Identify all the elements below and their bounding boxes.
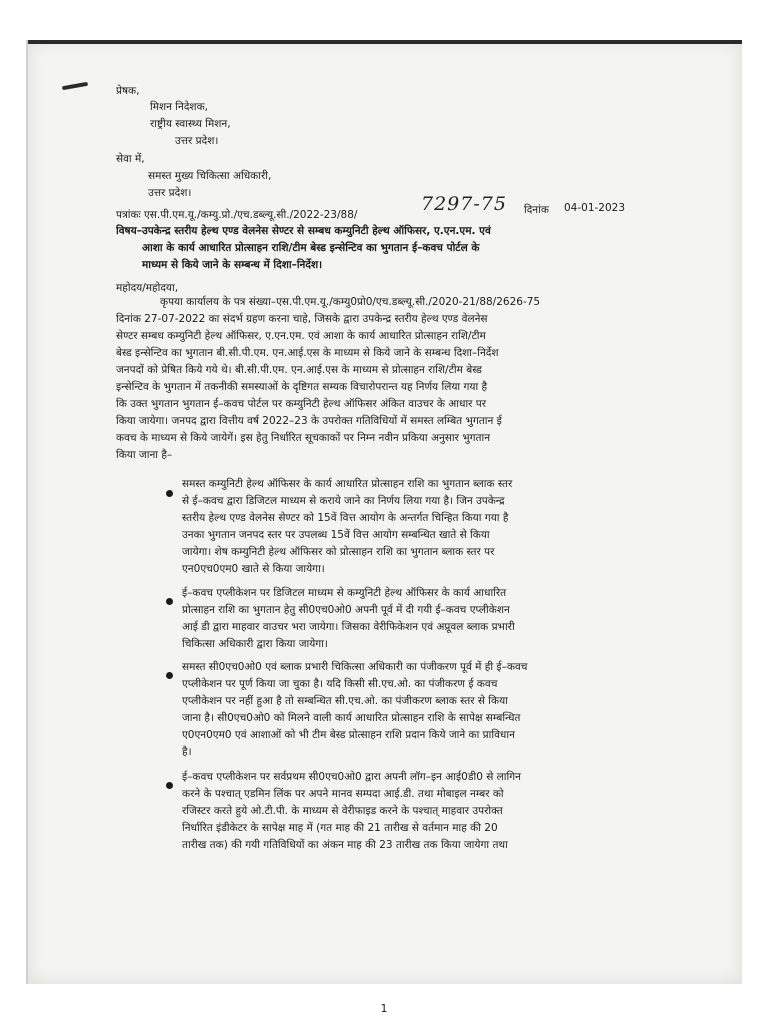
bullet-line: निर्धारित इंडीकेटर के सापेक्ष माह में (गत माह की 21 तारीख से वर्तमान माह की 20	[182, 822, 498, 834]
paragraph-line: बेस्ड इन्सेन्टिव का भुगतान बी.सी.पी.एम. एन.आई.एस के माध्यम से किये जाने के सम्बन्ध दिशा–निर्देश	[116, 347, 499, 359]
sender-line: राष्ट्रीय स्वास्थ्य मिशन,	[150, 118, 231, 130]
sender-line: उत्तर प्रदेश।	[175, 135, 219, 147]
paragraph-line: दिनांक 27-07-2022 का संदर्भ ग्रहण करना चाहे, जिसके द्वारा उपकेन्द्र स्तरीय हेल्थ एण्ड वेलनेस	[116, 313, 488, 325]
bullet-line: है।	[182, 746, 192, 758]
bullet-line: उनका भुगतान जनपद स्तर पर उपलब्ध 15वें वित्त आयोग सम्बन्धित खाते से किया	[182, 529, 490, 541]
paragraph-line: किया जायेगा। जनपद द्वारा वित्तीय वर्ष 2022–23 के उपरोक्त गतिविधियों में समस्त लम्बित भुगतान ई	[116, 415, 502, 427]
bullet-line: ए0एन0एम0 एवं आशाओं को भी टीम बेस्ड प्रोत्साहन राशि प्रदान किये जाने का प्राविधान	[182, 729, 515, 741]
bullet-line: ई–कवच एप्लीकेशन पर डिजिटल माध्यम से कम्युनिटी हेल्थ ऑफिसर के कार्य आधारित	[182, 587, 507, 599]
bullet-icon	[166, 672, 173, 679]
subject-line: आशा के कार्य आधारित प्रोत्साहन राशि/टीम बेस्ड इन्सेन्टिव का भुगतान ई–कवच पोर्टल के	[142, 242, 480, 254]
bullet-line: आई डी द्वारा माहवार वाउचर भरा जायेगा। जिसका वेरीफिकेशन एवं अप्रूवल ब्लाक प्रभारी	[182, 621, 515, 633]
page-number: 1	[380, 1002, 388, 1015]
bullet-line: एप्लीकेशन पर पूर्ण किया जा चुका है। यदि किसी सी.एच.ओ. का पंजीकरण ई कवच	[182, 678, 498, 690]
page-edge	[28, 40, 742, 44]
date-value: 04-01-2023	[564, 202, 626, 214]
bullet-line: ई–कवच एप्लीकेशन पर सर्वप्रथम सी0एच0ओ0 द्वारा अपनी लॉग–इन आई0डी0 से लागिन	[182, 771, 521, 783]
bullet-line: एन0एच0एम0 खाते से किया जायेगा।	[182, 563, 325, 575]
sender-line: मिशन निदेशक,	[150, 101, 208, 113]
paragraph-line: कृपया कार्यालय के पत्र संख्या–एस.पी.एम.यू./कम्यु0प्रो0/एच.डब्ल्यू.सी./2020-21/88/2626-75	[160, 296, 541, 308]
subject-line: माध्यम से किये जाने के सम्बन्ध में दिशा–निर्देश।	[142, 259, 323, 271]
paragraph-line: किया जाना है–	[116, 449, 173, 461]
bullet-line: रजिस्टर करते हुये ओ.टी.पी. के माध्यम से वेरीफाइड करने के पश्चात् माहवार उपरोक्त	[182, 805, 503, 817]
handwritten-dispatch-number: 7297-75	[421, 193, 507, 215]
bullet-line: जायेगा। शेष कम्युनिटी हेल्थ ऑफिसर को प्रोत्साहन राशि का भुगतान ब्लाक स्तर पर	[182, 546, 495, 558]
bullet-point	[182, 585, 737, 653]
bullet-line: चिकित्सा अधिकारी द्वारा किया जायेगा।	[182, 638, 328, 650]
subject-line: विषय–उपकेन्द्र स्तरीय हेल्थ एण्ड वेलनेस सेण्टर से सम्बध कम्युनिटी हेल्थ ऑफिसर, ए.एन.एम. एवं	[116, 225, 491, 237]
paragraph-line: इन्सेन्टिव के भुगतान में तकनीकी समस्याओं के दृष्टिगत सम्यक विचारोपरान्त यह निर्णय लिया गया है	[116, 381, 488, 393]
paragraph-line: सेण्टर सम्बध कम्युनिटी हेल्थ ऑफिसर, ए.एन.एम. एवं आशा के कार्य आधारित प्रोत्साहन राशि/टीम	[116, 330, 486, 342]
paragraph-line: कि उक्त भुगतान भुगतान ई–कवच पोर्टल पर कम्युनिटी हेल्थ ऑफिसर अंकित वाउचर के आधार पर	[116, 398, 487, 410]
bullet-line: प्रोत्साहन राशि का भुगतान हेतु सी0एच0ओ0 अपनी पूर्व में दी गयी ई–कवच एप्लीकेशन	[182, 604, 510, 616]
salutation: महोदय/महोदया,	[116, 282, 179, 294]
to-label: सेवा में,	[116, 153, 145, 165]
recipient-line: उत्तर प्रदेश।	[148, 187, 192, 199]
bullet-line: जाना है। सी0एच0ओ0 को मिलने वाली कार्य आधारित प्रोत्साहन राशि के सापेक्ष सम्बन्धित	[182, 712, 521, 724]
bullet-line: से ई–कवच द्वारा डिजिटल माध्यम से कराये जाने का निर्णय लिया गया है। जिन उपकेन्द्र	[182, 495, 505, 507]
date-label: दिनांक	[524, 204, 549, 216]
bullet-line: समस्त कम्युनिटी हेल्थ ऑफिसर के कार्य आधारित प्रोत्साहन राशि का भुगतान ब्लाक स्तर	[182, 478, 513, 490]
recipient-line: समस्त मुख्य चिकित्सा अधिकारी,	[148, 170, 272, 182]
reference-number: पत्रांकः एस.पी.एम.यू./कम्यु.प्रो./एच.डब्ल्यू.सी./2022-23/88/	[116, 209, 358, 221]
subject	[116, 223, 728, 274]
bullet-line: करने के पश्चात् एडमिन लिंक पर अपने मानव सम्पदा आई.डी. तथा मोबाइल नम्बर को	[182, 788, 504, 800]
bullet-icon	[166, 598, 173, 605]
bullet-line: स्तरीय हेल्थ एण्ड वेलनेस सेण्टर को 15वें वित्त आयोग के अन्तर्गत चिन्हित किया गया है	[182, 512, 509, 524]
bullet-line: तारीख तक) की गयी गतिविधियों का अंकन माह की 23 तारीख तक किया जायेगा तथा	[182, 839, 508, 851]
pen-mark	[62, 82, 88, 90]
bullet-point	[182, 476, 737, 578]
bullet-line: एप्लीकेशन पर नहीं हुआ है तो सम्बन्धित सी.एच.ओ. का पंजीकरण ब्लाक स्तर से किया	[182, 695, 508, 707]
bullet-icon	[166, 490, 173, 497]
bullet-icon	[166, 782, 173, 789]
intro-paragraph	[116, 294, 728, 464]
bullet-point	[182, 769, 737, 854]
bullet-line: समस्त सी0एच0ओ0 एवं ब्लाक प्रभारी चिकित्सा अधिकारी का पंजीकरण पूर्व में ही ई–कवच	[182, 661, 528, 673]
paragraph-line: जनपदों को प्रेषित किये गये थे। बी.सी.पी.एम. एन.आई.एस के माध्यम से प्रोत्साहन राशि/टीम बेस्ड	[116, 364, 482, 376]
paragraph-line: कवच के माध्यम से किये जायेगें। इस हेतु निर्धारित सूचकाकों पर निम्न नवीन प्रकिया अनुसार भुगतान	[116, 432, 491, 444]
letter-page	[26, 40, 742, 984]
bullet-point	[182, 659, 737, 761]
sender-label: प्रेषक,	[116, 85, 140, 97]
